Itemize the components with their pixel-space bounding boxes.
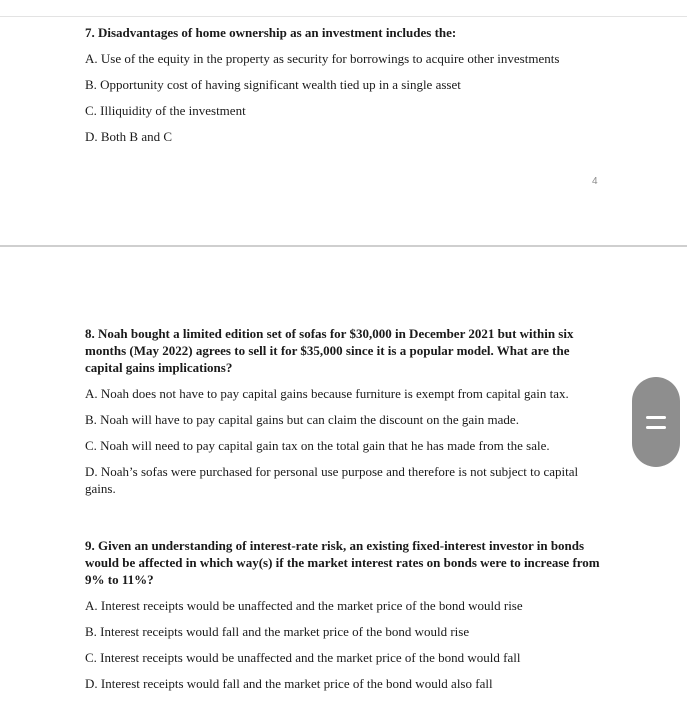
option-list <box>85 597 605 692</box>
option-a[interactable]: A. Noah does not have to pay capital gains because furniture is exempt from capital gain tax. <box>85 386 569 401</box>
option-b[interactable]: B. Noah will have to pay capital gains but can claim the discount on the gain made. <box>85 412 519 427</box>
option-d[interactable]: D. Noah’s sofas were purchased for personal use purpose and therefore is not subject to capital gains. <box>85 464 579 496</box>
option-b[interactable]: B. Opportunity cost of having significant wealth tied up in a single asset <box>85 77 461 92</box>
question-7 <box>85 24 605 154</box>
scroll-handle[interactable] <box>632 377 680 467</box>
option-c[interactable]: C. Illiquidity of the investment <box>85 103 246 118</box>
question-9 <box>85 537 605 701</box>
option-d[interactable]: D. Both B and C <box>85 129 173 144</box>
option-b[interactable]: B. Interest receipts would fall and the market price of the bond would rise <box>85 624 470 639</box>
option-c[interactable]: C. Noah will need to pay capital gain tax on the total gain that he has made from the sale. <box>85 438 550 453</box>
top-divider <box>0 16 687 17</box>
question-text: 8. Noah bought a limited edition set of sofas for $30,000 in December 2021 but within six months (May 2022) agrees to sell it for $35,000 since it is a popular model. What are the capital gains implications? <box>85 326 574 375</box>
option-d[interactable]: D. Interest receipts would fall and the market price of the bond would also fall <box>85 676 493 691</box>
page-number: 4 <box>592 176 598 187</box>
option-c[interactable]: C. Interest receipts would be unaffected and the market price of the bond would fall <box>85 650 521 665</box>
option-a[interactable]: A. Interest receipts would be unaffected and the market price of the bond would rise <box>85 598 523 613</box>
option-list <box>85 50 605 145</box>
option-a[interactable]: A. Use of the equity in the property as security for borrowings to acquire other investments <box>85 51 560 66</box>
grip-lines-icon <box>646 416 666 429</box>
option-list <box>85 385 605 497</box>
question-text: 7. Disadvantages of home ownership as an investment includes the: <box>85 25 457 40</box>
page-break-divider <box>0 245 687 247</box>
question-text: 9. Given an understanding of interest-rate risk, an existing fixed-interest investor in bonds would be affected in which way(s) if the market interest rates on bonds were to increase from 9% to 11%? <box>85 538 600 587</box>
question-8 <box>85 325 605 506</box>
